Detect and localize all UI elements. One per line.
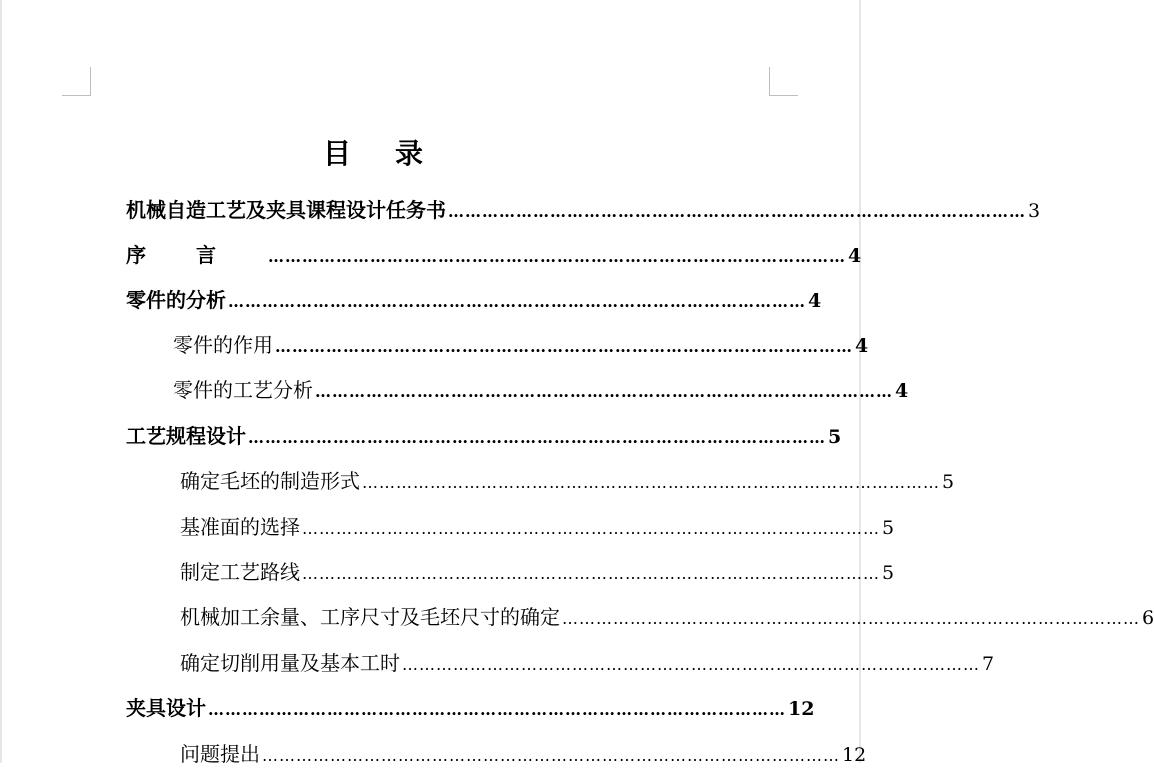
toc-page-number: 12 bbox=[842, 744, 867, 766]
toc-entry-label: 夹具设计 bbox=[126, 696, 206, 720]
toc-entry-label: 机械自造工艺及夹具课程设计任务书 bbox=[126, 198, 446, 222]
toc-entry[interactable] bbox=[180, 648, 995, 678]
crop-mark-top-right bbox=[769, 67, 798, 96]
toc-entry[interactable] bbox=[126, 240, 862, 270]
toc-leader: ………………………………………………………………………………………… bbox=[562, 609, 1140, 628]
toc-leader: ………………………………………………………………………………………… bbox=[315, 382, 893, 401]
toc-entry-label: 工艺规程设计 bbox=[126, 424, 246, 448]
toc-leader: ………………………………………………………………………………………… bbox=[302, 519, 880, 538]
toc-page-number: 5 bbox=[882, 562, 895, 584]
toc-entry-label: 机械加工余量、工序尺寸及毛坯尺寸的确定 bbox=[180, 605, 560, 629]
toc-entry[interactable] bbox=[180, 739, 867, 769]
toc-entry[interactable] bbox=[126, 421, 842, 451]
toc-page-number: 4 bbox=[855, 335, 869, 357]
toc-title: 目录 bbox=[322, 137, 467, 170]
toc-leader: ………………………………………………………………………………………… bbox=[228, 292, 806, 311]
toc-page-number: 4 bbox=[848, 245, 862, 267]
toc-entry[interactable] bbox=[126, 285, 822, 315]
toc-page-number: 5 bbox=[942, 471, 955, 493]
toc-page-number: 4 bbox=[808, 290, 822, 312]
toc-leader: ………………………………………………………………………………………… bbox=[402, 655, 980, 674]
toc-entry-label: 零件的分析 bbox=[126, 288, 226, 312]
crop-mark-top-left bbox=[62, 67, 91, 96]
toc-entry-label: 制定工艺路线 bbox=[180, 560, 300, 584]
toc-entry[interactable] bbox=[126, 195, 1041, 225]
toc-entry-label: 问题提出 bbox=[180, 742, 260, 766]
toc-entry[interactable] bbox=[173, 375, 909, 405]
toc-page-number: 7 bbox=[982, 653, 995, 675]
toc-entry-label: 确定毛坯的制造形式 bbox=[180, 469, 360, 493]
toc-entry[interactable] bbox=[126, 693, 815, 723]
toc-entry[interactable] bbox=[180, 512, 895, 542]
page-edge-left bbox=[0, 0, 2, 763]
toc-leader: ………………………………………………………………………………………… bbox=[262, 746, 840, 765]
toc-entry[interactable] bbox=[180, 557, 895, 587]
toc-entry-label: 序言 bbox=[126, 243, 266, 267]
toc-leader: ………………………………………………………………………………………… bbox=[208, 700, 786, 719]
toc-page-number: 5 bbox=[828, 426, 842, 448]
toc-page-number: 6 bbox=[1142, 607, 1154, 629]
toc-leader: ………………………………………………………………………………………… bbox=[302, 564, 880, 583]
toc-leader: ………………………………………………………………………………………… bbox=[362, 473, 940, 492]
toc-leader: ………………………………………………………………………………………… bbox=[268, 247, 846, 266]
toc-entry-label: 基准面的选择 bbox=[180, 515, 300, 539]
toc-entry[interactable] bbox=[173, 330, 869, 360]
toc-entry-label: 零件的工艺分析 bbox=[173, 378, 313, 402]
toc-entry[interactable] bbox=[180, 602, 1154, 632]
toc-page-number: 12 bbox=[788, 698, 815, 720]
toc-page-number: 5 bbox=[882, 517, 895, 539]
toc-leader: ………………………………………………………………………………………… bbox=[448, 202, 1026, 221]
toc-entry-label: 确定切削用量及基本工时 bbox=[180, 651, 400, 675]
toc-page-number: 4 bbox=[895, 380, 909, 402]
toc-entry-label: 零件的作用 bbox=[173, 333, 273, 357]
toc-leader: ………………………………………………………………………………………… bbox=[248, 428, 826, 447]
toc-entry[interactable] bbox=[180, 466, 955, 496]
toc-page-number: 3 bbox=[1028, 200, 1041, 222]
toc-leader: ………………………………………………………………………………………… bbox=[275, 337, 853, 356]
